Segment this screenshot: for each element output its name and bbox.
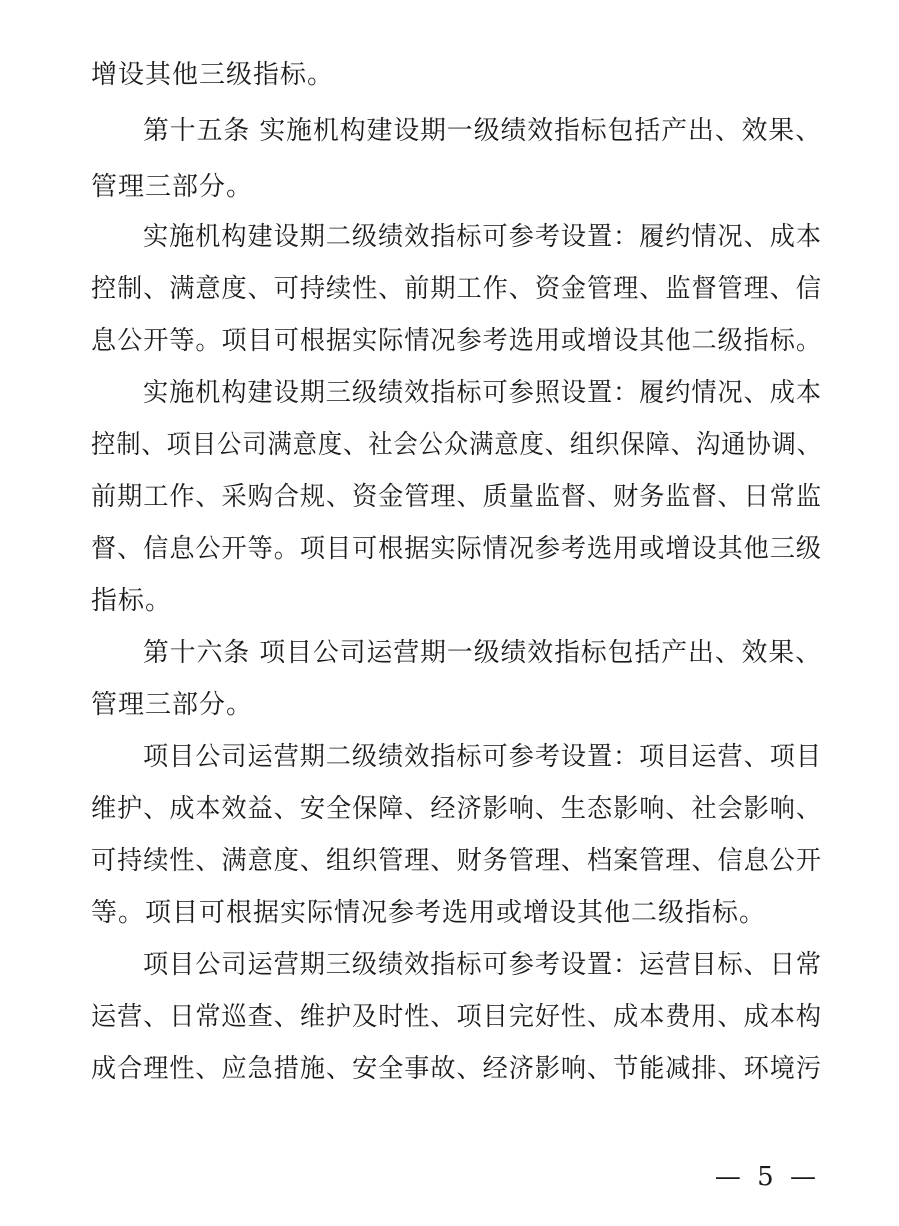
page-number: — 5 — <box>714 1162 820 1192</box>
paragraph-first-line: 实施机构建设期二级绩效指标可参考设置：履约情况、成本 <box>143 222 822 252</box>
text-line: 指标。 <box>91 586 173 616</box>
text-line: 管理三部分。 <box>91 172 254 202</box>
text-line: 控制、满意度、可持续性、前期工作、资金管理、监督管理、信 <box>91 274 822 304</box>
paragraph-first-line: 实施机构建设期三级绩效指标可参照设置：履约情况、成本 <box>143 378 822 408</box>
text-line: 控制、项目公司满意度、社会公众满意度、组织保障、沟通协调、 <box>91 430 822 460</box>
text-line: 增设其他三级指标。 <box>91 60 335 90</box>
text-line: 运营、日常巡查、维护及时性、项目完好性、成本费用、成本构 <box>91 1002 822 1032</box>
text-line: 可持续性、满意度、组织管理、财务管理、档案管理、信息公开 <box>91 846 822 876</box>
text-line: 息公开等。项目可根据实际情况参考选用或增设其他二级指标。 <box>91 326 822 356</box>
text-line: 督、信息公开等。项目可根据实际情况参考选用或增设其他三级 <box>91 534 822 564</box>
text-line: 等。项目可根据实际情况参考选用或增设其他二级指标。 <box>91 898 767 928</box>
article-heading-line: 第十五条 实施机构建设期一级绩效指标包括产出、效果、 <box>143 116 822 146</box>
paragraph-first-line: 项目公司运营期三级绩效指标可参考设置：运营目标、日常 <box>143 950 822 980</box>
paragraph-first-line: 项目公司运营期二级绩效指标可参考设置：项目运营、项目 <box>143 742 822 772</box>
text-line: 成合理性、应急措施、安全事故、经济影响、节能减排、环境污 <box>91 1054 822 1084</box>
text-line: 前期工作、采购合规、资金管理、质量监督、财务监督、日常监 <box>91 482 822 512</box>
text-line: 管理三部分。 <box>91 690 254 720</box>
article-heading-line: 第十六条 项目公司运营期一级绩效指标包括产出、效果、 <box>143 638 822 668</box>
text-line: 维护、成本效益、安全保障、经济影响、生态影响、社会影响、 <box>91 794 822 824</box>
